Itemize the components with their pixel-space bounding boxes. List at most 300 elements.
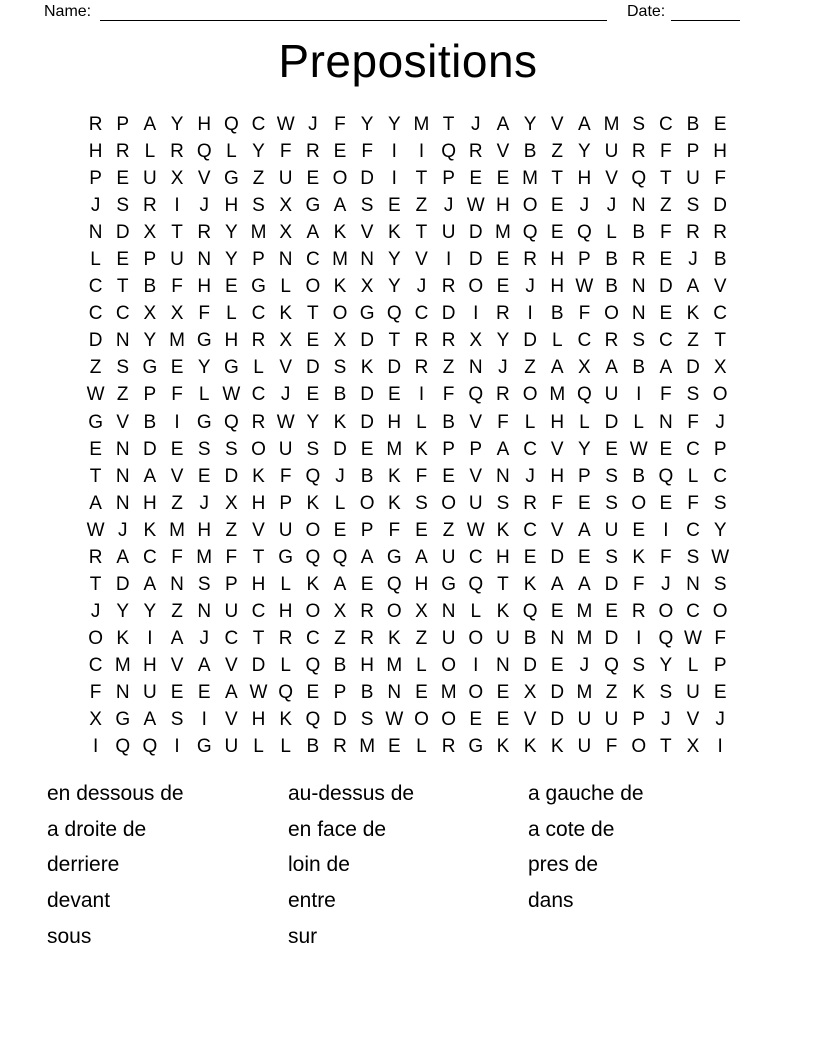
- grid-letter: L: [280, 736, 291, 758]
- grid-letter: Q: [658, 465, 674, 487]
- grid-letter: S: [632, 654, 646, 676]
- grid-letter: Y: [387, 114, 401, 136]
- grid-letter: P: [469, 438, 483, 460]
- grid-letter: Y: [360, 114, 374, 136]
- grid-letter: G: [196, 330, 212, 352]
- grid-letter: M: [603, 114, 620, 136]
- grid-letter: O: [522, 384, 538, 406]
- grid-letter: B: [523, 141, 537, 163]
- grid-letter: A: [89, 492, 102, 514]
- grid-letter: M: [169, 330, 185, 352]
- grid-letter: E: [306, 330, 320, 352]
- grid-letter: T: [442, 114, 455, 136]
- grid-letter: D: [686, 357, 700, 379]
- grid-letter: L: [334, 492, 346, 514]
- grid-letter: X: [170, 168, 184, 190]
- grid-letter: F: [551, 492, 564, 514]
- grid-letter: N: [631, 303, 646, 325]
- grid-letter: C: [88, 303, 103, 325]
- grid-letter: V: [686, 709, 700, 731]
- grid-letter: E: [116, 249, 130, 271]
- grid-letter: P: [632, 709, 646, 731]
- grid-letter: E: [659, 303, 673, 325]
- grid-letter: Z: [116, 384, 129, 406]
- grid-letter: F: [632, 573, 645, 595]
- grid-letter: F: [89, 682, 102, 703]
- grid-letter: F: [660, 384, 672, 406]
- grid-letter: P: [225, 573, 238, 595]
- grid-letter: A: [143, 573, 157, 595]
- grid-letter: S: [605, 546, 618, 568]
- grid-letter: J: [199, 627, 209, 649]
- grid-letter: Q: [522, 222, 538, 244]
- grid-letter: D: [658, 276, 673, 298]
- grid-letter: N: [115, 465, 130, 487]
- grid-letter: U: [604, 709, 619, 731]
- grid-letter: Z: [252, 168, 265, 190]
- grid-letter: G: [305, 195, 321, 217]
- grid-letter: R: [170, 141, 184, 163]
- grid-letter: A: [143, 709, 157, 731]
- grid-letter: J: [199, 195, 209, 217]
- grid-letter: Z: [89, 357, 102, 379]
- grid-letter: Y: [197, 357, 211, 379]
- grid-letter: Z: [415, 627, 428, 649]
- grid-letter: Z: [415, 195, 428, 217]
- grid-letter: P: [578, 465, 591, 487]
- grid-letter: J: [443, 195, 454, 217]
- grid-letter: Z: [687, 330, 699, 352]
- grid-letter: G: [386, 546, 402, 568]
- grid-letter: V: [279, 357, 293, 379]
- grid-letter: M: [576, 600, 593, 622]
- grid-letter: H: [251, 709, 266, 731]
- grid-letter: E: [605, 600, 618, 622]
- grid-letter: E: [116, 168, 130, 190]
- grid-letter: A: [578, 519, 591, 541]
- grid-letter: U: [496, 627, 510, 649]
- grid-letter: E: [496, 709, 510, 731]
- grid-letter: M: [386, 654, 403, 676]
- grid-letter: Z: [442, 357, 455, 379]
- grid-letter: E: [659, 492, 673, 514]
- grid-letter: H: [360, 654, 374, 676]
- grid-letter: D: [604, 573, 619, 595]
- grid-letter: J: [90, 600, 101, 622]
- grid-letter: U: [686, 682, 700, 703]
- grid-letter: J: [90, 195, 101, 217]
- grid-letter: R: [523, 249, 537, 271]
- grid-letter: X: [469, 330, 483, 352]
- grid-letter: E: [523, 546, 537, 568]
- grid-letter: Y: [116, 600, 130, 622]
- grid-letter: K: [523, 736, 537, 758]
- grid-letter: Q: [305, 465, 321, 487]
- grid-letter: L: [280, 654, 291, 676]
- grid-letter: Y: [252, 141, 265, 163]
- grid-letter: A: [225, 682, 238, 703]
- grid-letter: O: [712, 600, 728, 622]
- grid-letter: J: [579, 195, 590, 217]
- grid-letter: Y: [143, 330, 157, 352]
- grid-letter: H: [496, 546, 510, 568]
- grid-letter: K: [496, 600, 510, 622]
- grid-letter: O: [468, 627, 484, 649]
- grid-letter: U: [224, 736, 239, 758]
- grid-letter: I: [418, 141, 425, 163]
- word-list-item: a gauche de: [528, 782, 644, 805]
- grid-letter: B: [713, 249, 727, 271]
- grid-letter: B: [442, 411, 455, 433]
- grid-letter: S: [360, 195, 374, 217]
- grid-letter: Q: [468, 384, 484, 406]
- grid-letter: C: [414, 303, 429, 325]
- grid-letter: S: [686, 546, 700, 568]
- grid-letter: Q: [468, 573, 484, 595]
- grid-letter: Q: [386, 303, 402, 325]
- grid-letter: N: [278, 249, 293, 271]
- grid-letter: D: [713, 195, 728, 217]
- grid-letter: A: [143, 465, 157, 487]
- grid-letter: I: [174, 195, 180, 217]
- grid-letter: L: [416, 736, 427, 758]
- grid-letter: M: [359, 736, 376, 758]
- grid-letter: V: [469, 411, 483, 433]
- date-blank-line: [671, 4, 740, 21]
- grid-letter: L: [687, 654, 699, 676]
- grid-letter: R: [360, 600, 374, 622]
- grid-letter: P: [279, 492, 293, 514]
- grid-letter: A: [116, 546, 130, 568]
- grid-letter: L: [416, 411, 427, 433]
- grid-letter: M: [114, 654, 131, 676]
- word-list-item: en face de: [288, 817, 387, 841]
- grid-letter: C: [686, 438, 700, 460]
- grid-letter: F: [714, 627, 726, 649]
- name-blank-line: [100, 4, 607, 21]
- grid-letter: N: [170, 573, 184, 595]
- grid-letter: P: [442, 168, 455, 190]
- grid-letter: E: [713, 114, 727, 136]
- grid-letter: C: [305, 249, 320, 271]
- grid-letter: V: [496, 141, 510, 163]
- grid-letter: D: [333, 709, 347, 731]
- grid-letter: R: [115, 141, 130, 163]
- grid-letter: J: [335, 465, 345, 487]
- grid-letter: N: [631, 276, 646, 298]
- grid-letter: L: [470, 600, 482, 622]
- grid-letter: B: [605, 276, 618, 298]
- grid-letter: R: [278, 627, 293, 649]
- grid-letter: C: [251, 303, 266, 325]
- grid-letter: S: [713, 573, 727, 595]
- grid-letter: D: [387, 357, 402, 379]
- grid-letter: O: [88, 627, 103, 649]
- grid-letter: O: [631, 492, 647, 514]
- grid-letter: E: [415, 519, 428, 541]
- grid-letter: T: [171, 222, 183, 244]
- grid-letter: V: [225, 654, 238, 676]
- grid-letter: D: [550, 709, 565, 731]
- grid-letter: X: [225, 492, 238, 514]
- grid-letter: D: [251, 654, 266, 676]
- grid-letter: K: [387, 627, 401, 649]
- grid-letter: I: [391, 168, 397, 190]
- grid-letter: A: [496, 438, 510, 460]
- grid-letter: F: [361, 141, 373, 163]
- grid-letter: L: [280, 276, 291, 298]
- grid-letter: D: [604, 411, 619, 433]
- grid-letter: Y: [225, 249, 238, 271]
- grid-letter: Z: [225, 519, 238, 541]
- grid-letter: Y: [523, 114, 537, 136]
- grid-letter: D: [468, 222, 483, 244]
- word-list-item: en dessous de: [47, 782, 184, 805]
- grid-letter: E: [550, 654, 564, 676]
- grid-letter: V: [523, 709, 537, 731]
- grid-letter: N: [197, 600, 212, 622]
- grid-letter: G: [278, 546, 294, 568]
- grid-letter: J: [606, 195, 617, 217]
- grid-letter: T: [307, 303, 319, 325]
- grid-letter: Q: [305, 654, 321, 676]
- grid-letter: Q: [305, 546, 321, 568]
- grid-letter: N: [686, 573, 700, 595]
- grid-letter: H: [224, 195, 239, 217]
- grid-letter: R: [143, 195, 157, 217]
- grid-letter: X: [333, 330, 347, 352]
- grid-letter: W: [276, 114, 295, 136]
- grid-letter: F: [442, 384, 455, 406]
- grid-letter: L: [633, 411, 644, 433]
- grid-letter: V: [713, 276, 727, 298]
- grid-letter: E: [496, 249, 510, 271]
- grid-letter: X: [360, 276, 374, 298]
- grid-letter: Q: [386, 573, 402, 595]
- grid-letter: B: [605, 249, 618, 271]
- grid-letter: Y: [496, 330, 510, 352]
- grid-letter: D: [604, 627, 619, 649]
- grid-letter: V: [469, 465, 483, 487]
- grid-letter: R: [88, 114, 103, 136]
- grid-letter: E: [415, 682, 428, 703]
- grid-letter: Q: [658, 627, 674, 649]
- grid-letter: V: [170, 654, 184, 676]
- grid-letter: M: [522, 168, 538, 190]
- grid-letter: C: [143, 546, 157, 568]
- grid-letter: H: [713, 141, 728, 163]
- grid-letter: S: [116, 357, 130, 379]
- grid-letter: E: [197, 465, 211, 487]
- grid-letter: X: [143, 303, 157, 325]
- grid-letter: I: [418, 384, 425, 406]
- grid-letter: P: [360, 519, 374, 541]
- grid-letter: A: [659, 357, 673, 379]
- grid-letter: F: [578, 303, 591, 325]
- grid-letter: N: [387, 682, 402, 703]
- grid-letter: J: [715, 709, 725, 731]
- grid-letter: U: [441, 546, 456, 568]
- grid-letter: U: [143, 682, 157, 703]
- grid-letter: B: [360, 465, 374, 487]
- grid-letter: K: [632, 682, 646, 703]
- grid-letter: H: [577, 168, 592, 190]
- grid-letter: O: [604, 303, 619, 325]
- grid-letter: R: [631, 249, 646, 271]
- grid-letter: I: [174, 736, 180, 758]
- grid-letter: R: [713, 222, 728, 244]
- grid-letter: T: [497, 573, 509, 595]
- grid-letter: M: [250, 222, 267, 244]
- grid-letter: B: [333, 654, 347, 676]
- grid-letter: V: [252, 519, 265, 541]
- grid-letter: O: [332, 303, 348, 325]
- grid-letter: E: [360, 438, 374, 460]
- grid-letter: P: [442, 438, 455, 460]
- grid-letter: Q: [278, 682, 294, 703]
- grid-letter: I: [473, 303, 479, 325]
- grid-letter: E: [333, 519, 347, 541]
- grid-letter: S: [632, 114, 646, 136]
- grid-letter: H: [197, 114, 212, 136]
- grid-letter: D: [360, 168, 374, 190]
- grid-letter: G: [223, 357, 239, 379]
- grid-letter: X: [279, 330, 293, 352]
- grid-letter: G: [359, 303, 375, 325]
- grid-letter: O: [712, 384, 728, 406]
- grid-letter: N: [658, 411, 673, 433]
- grid-letter: X: [143, 222, 157, 244]
- grid-letter: K: [306, 573, 320, 595]
- grid-letter: A: [578, 114, 591, 136]
- grid-letter: Y: [578, 438, 591, 460]
- grid-letter: W: [629, 438, 648, 460]
- grid-letter: S: [360, 709, 374, 731]
- grid-letter: C: [251, 384, 266, 406]
- grid-letter: E: [306, 682, 320, 703]
- grid-letter: C: [658, 114, 673, 136]
- grid-letter: R: [441, 330, 456, 352]
- grid-letter: X: [713, 357, 727, 379]
- grid-letter: T: [660, 168, 672, 190]
- grid-letter: U: [686, 168, 700, 190]
- grid-letter: V: [360, 222, 374, 244]
- grid-letter: C: [523, 519, 537, 541]
- grid-letter: C: [686, 600, 700, 622]
- grid-letter: D: [360, 411, 374, 433]
- grid-letter: K: [306, 492, 320, 514]
- grid-letter: B: [550, 303, 564, 325]
- grid-letter: V: [415, 249, 428, 271]
- grid-letter: D: [523, 330, 537, 352]
- grid-letter: D: [523, 654, 537, 676]
- grid-letter: F: [198, 303, 210, 325]
- grid-letter: E: [225, 276, 238, 298]
- grid-letter: S: [632, 330, 646, 352]
- grid-letter: I: [717, 736, 723, 758]
- grid-letter: V: [197, 168, 211, 190]
- grid-letter: S: [333, 357, 347, 379]
- wordsearch-grid: [82, 111, 734, 760]
- grid-letter: L: [524, 411, 536, 433]
- grid-letter: E: [387, 736, 401, 758]
- grid-letter: E: [387, 195, 401, 217]
- grid-letter: P: [252, 249, 265, 271]
- grid-letter: I: [92, 736, 99, 758]
- grid-letter: O: [441, 654, 456, 676]
- grid-letter: F: [660, 546, 672, 568]
- grid-letter: H: [88, 141, 103, 163]
- grid-letter: X: [279, 195, 293, 217]
- grid-letter: O: [359, 492, 375, 514]
- grid-letter: B: [632, 222, 646, 244]
- grid-letter: D: [115, 573, 130, 595]
- grid-letter: F: [497, 411, 509, 433]
- grid-letter: A: [550, 573, 564, 595]
- grid-letter: O: [414, 709, 429, 731]
- grid-letter: S: [605, 492, 618, 514]
- grid-letter: C: [88, 276, 103, 298]
- grid-letter: F: [171, 546, 183, 568]
- grid-letter: A: [686, 276, 700, 298]
- grid-letter: U: [278, 519, 293, 541]
- word-list-column-2: [288, 776, 414, 955]
- grid-letter: L: [90, 249, 101, 271]
- grid-letter: A: [578, 573, 591, 595]
- grid-letter: B: [143, 276, 157, 298]
- grid-letter: K: [686, 303, 700, 325]
- grid-letter: T: [89, 573, 102, 595]
- grid-letter: S: [306, 438, 320, 460]
- grid-letter: H: [251, 573, 266, 595]
- word-list-item: a droite de: [47, 817, 147, 841]
- grid-letter: F: [279, 465, 292, 487]
- grid-letter: B: [360, 682, 374, 703]
- grid-letter: C: [658, 330, 673, 352]
- grid-letter: M: [332, 249, 348, 271]
- grid-letter: K: [252, 465, 265, 487]
- grid-letter: E: [578, 492, 591, 514]
- grid-letter: G: [251, 276, 266, 298]
- grid-letter: P: [89, 168, 102, 190]
- grid-letter: R: [251, 330, 266, 352]
- grid-letter: M: [413, 114, 430, 136]
- grid-letter: I: [636, 384, 642, 406]
- grid-letter: E: [659, 438, 673, 460]
- grid-letter: W: [466, 195, 485, 217]
- grid-letter: P: [333, 682, 347, 703]
- grid-letter: N: [115, 330, 130, 352]
- grid-letter: R: [197, 222, 212, 244]
- grid-letter: N: [197, 249, 212, 271]
- grid-letter: I: [527, 303, 533, 325]
- grid-letter: T: [415, 168, 428, 190]
- grid-letter: O: [468, 276, 484, 298]
- word-list-item: sous: [47, 924, 92, 948]
- grid-letter: K: [333, 411, 347, 433]
- grid-letter: L: [226, 141, 237, 163]
- grid-letter: E: [360, 573, 374, 595]
- grid-letter: U: [224, 600, 239, 622]
- grid-letter: T: [551, 168, 564, 190]
- grid-letter: Q: [631, 168, 647, 190]
- grid-letter: O: [468, 682, 484, 703]
- grid-letter: N: [115, 438, 130, 460]
- grid-letter: E: [469, 709, 483, 731]
- grid-letter: D: [333, 438, 347, 460]
- grid-letter: X: [170, 303, 184, 325]
- grid-letter: E: [170, 357, 184, 379]
